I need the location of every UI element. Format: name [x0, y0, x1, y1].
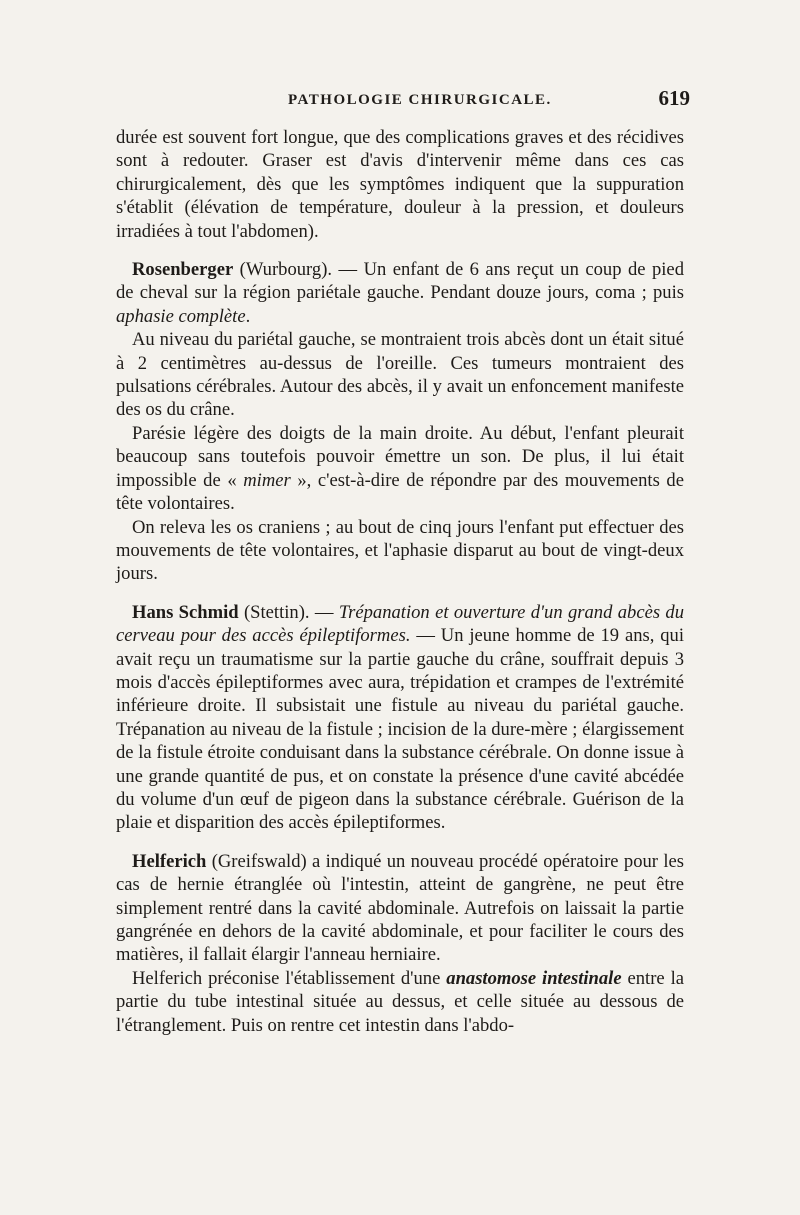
- paragraph-text: (Greifswald) a indiqué un nouveau procédé opératoire pour les cas de hernie étranglée où l'intestin, atteint de gangrène, ne peut être simplement rentré dans la cavité abdominale. Autrefois on laissait la partie gangrénée en dehors de la cavité abdominale, et pour faciliter le cours des matières, il fallait élargir l'anneau herniaire.: [116, 850, 684, 966]
- page-number: 619: [658, 86, 690, 110]
- italic-text: aphasie complète: [116, 305, 246, 327]
- author-name: Helferich: [132, 850, 207, 872]
- paragraph-text: .: [245, 305, 251, 327]
- paragraph-paresie: [116, 422, 684, 516]
- page-header: [116, 86, 690, 116]
- running-title: PATHOLOGIE CHIRURGICALE.: [288, 92, 552, 108]
- body-text: [116, 126, 684, 1037]
- paragraph-text: (Wurbourg). — Un enfant de 6 ans reçut un coup de pied de cheval sur la région pariétale gauche. Pendant douze jours, coma ; puis: [116, 259, 684, 304]
- italic-text: mimer: [243, 469, 291, 491]
- paragraph-text: entre la partie du tube intestinal située au dessus, et celle située au dessous de l'étranglement. Puis on rentre cet intestin dans l'abdo-: [116, 967, 684, 1036]
- author-name: Rosenberger: [132, 259, 234, 281]
- paragraph-text: On releva les os craniens ; au bout de cinq jours l'enfant put effectuer des mouvements de tête volontaires, et l'aphasie disparut au bout de vingt-deux jours.: [116, 516, 684, 585]
- paragraph-text: — Un jeune homme de 19 ans, qui avait reçu un traumatisme sur la partie gauche du crâne, souffrait depuis 3 mois d'accès épileptiformes avec aura, trépidation et crampes de l'extrémité inférieure droite. Il subsistait une fistule au niveau du pariétal gauche. Trépanation au niveau de la fistule ; incision de la dure-mère ; élargissement de la fistule étroite conduisant dans la substance cérébrale. On donne issue à une grande quantité de pus, et on constate la présence d'une cavité abcédée du volume d'un œuf de pigeon dans la substance cérébrale. Guérison de la plaie et disparition des accès épileptiformes.: [116, 625, 684, 834]
- paragraph-schmid: [116, 601, 684, 835]
- paragraph-text: Helferich préconise l'établissement d'une: [132, 967, 447, 989]
- author-name: Hans Schmid: [132, 601, 239, 623]
- paragraph-anastomose: [116, 967, 684, 1037]
- paragraph-continuation: [116, 126, 684, 243]
- paragraph-text: (Stettin). —: [238, 601, 339, 623]
- paragraph-text: Parésie légère des doigts de la main droite. Au début, l'enfant pleurait beaucoup sans toutefois pouvoir émettre un son. De plus, il lui était impossible de «: [116, 422, 684, 491]
- paragraph-rosenberger: [116, 258, 684, 328]
- paragraph-abces: [116, 328, 684, 422]
- paragraph-releva: [116, 516, 684, 586]
- italic-text: anastomose intestinale: [446, 967, 622, 989]
- italic-text: Trépanation et ouverture d'un grand abcès du cerveau pour des accès épileptiformes.: [116, 601, 684, 647]
- paragraph-text: », c'est-à-dire de répondre par des mouvements de tête volontaires.: [116, 469, 684, 515]
- paragraph-helferich: [116, 850, 684, 967]
- paragraph-text: Au niveau du pariétal gauche, se montraient trois abcès dont un était situé à 2 centimètres au-dessus de l'oreille. Ces tumeurs montraient des pulsations cérébrales. Autour des abcès, il y avait un enfoncement manifeste des os du crâne.: [116, 329, 684, 421]
- paragraph-text: durée est souvent fort longue, que des complications graves et des récidives sont à redouter. Graser est d'avis d'intervenir même dans ces cas chirurgicalement, dès que les symptômes indiquent que la suppuration s'établit (élévation de température, douleur à la pression, et douleurs irradiées à tout l'abdomen).: [116, 127, 684, 242]
